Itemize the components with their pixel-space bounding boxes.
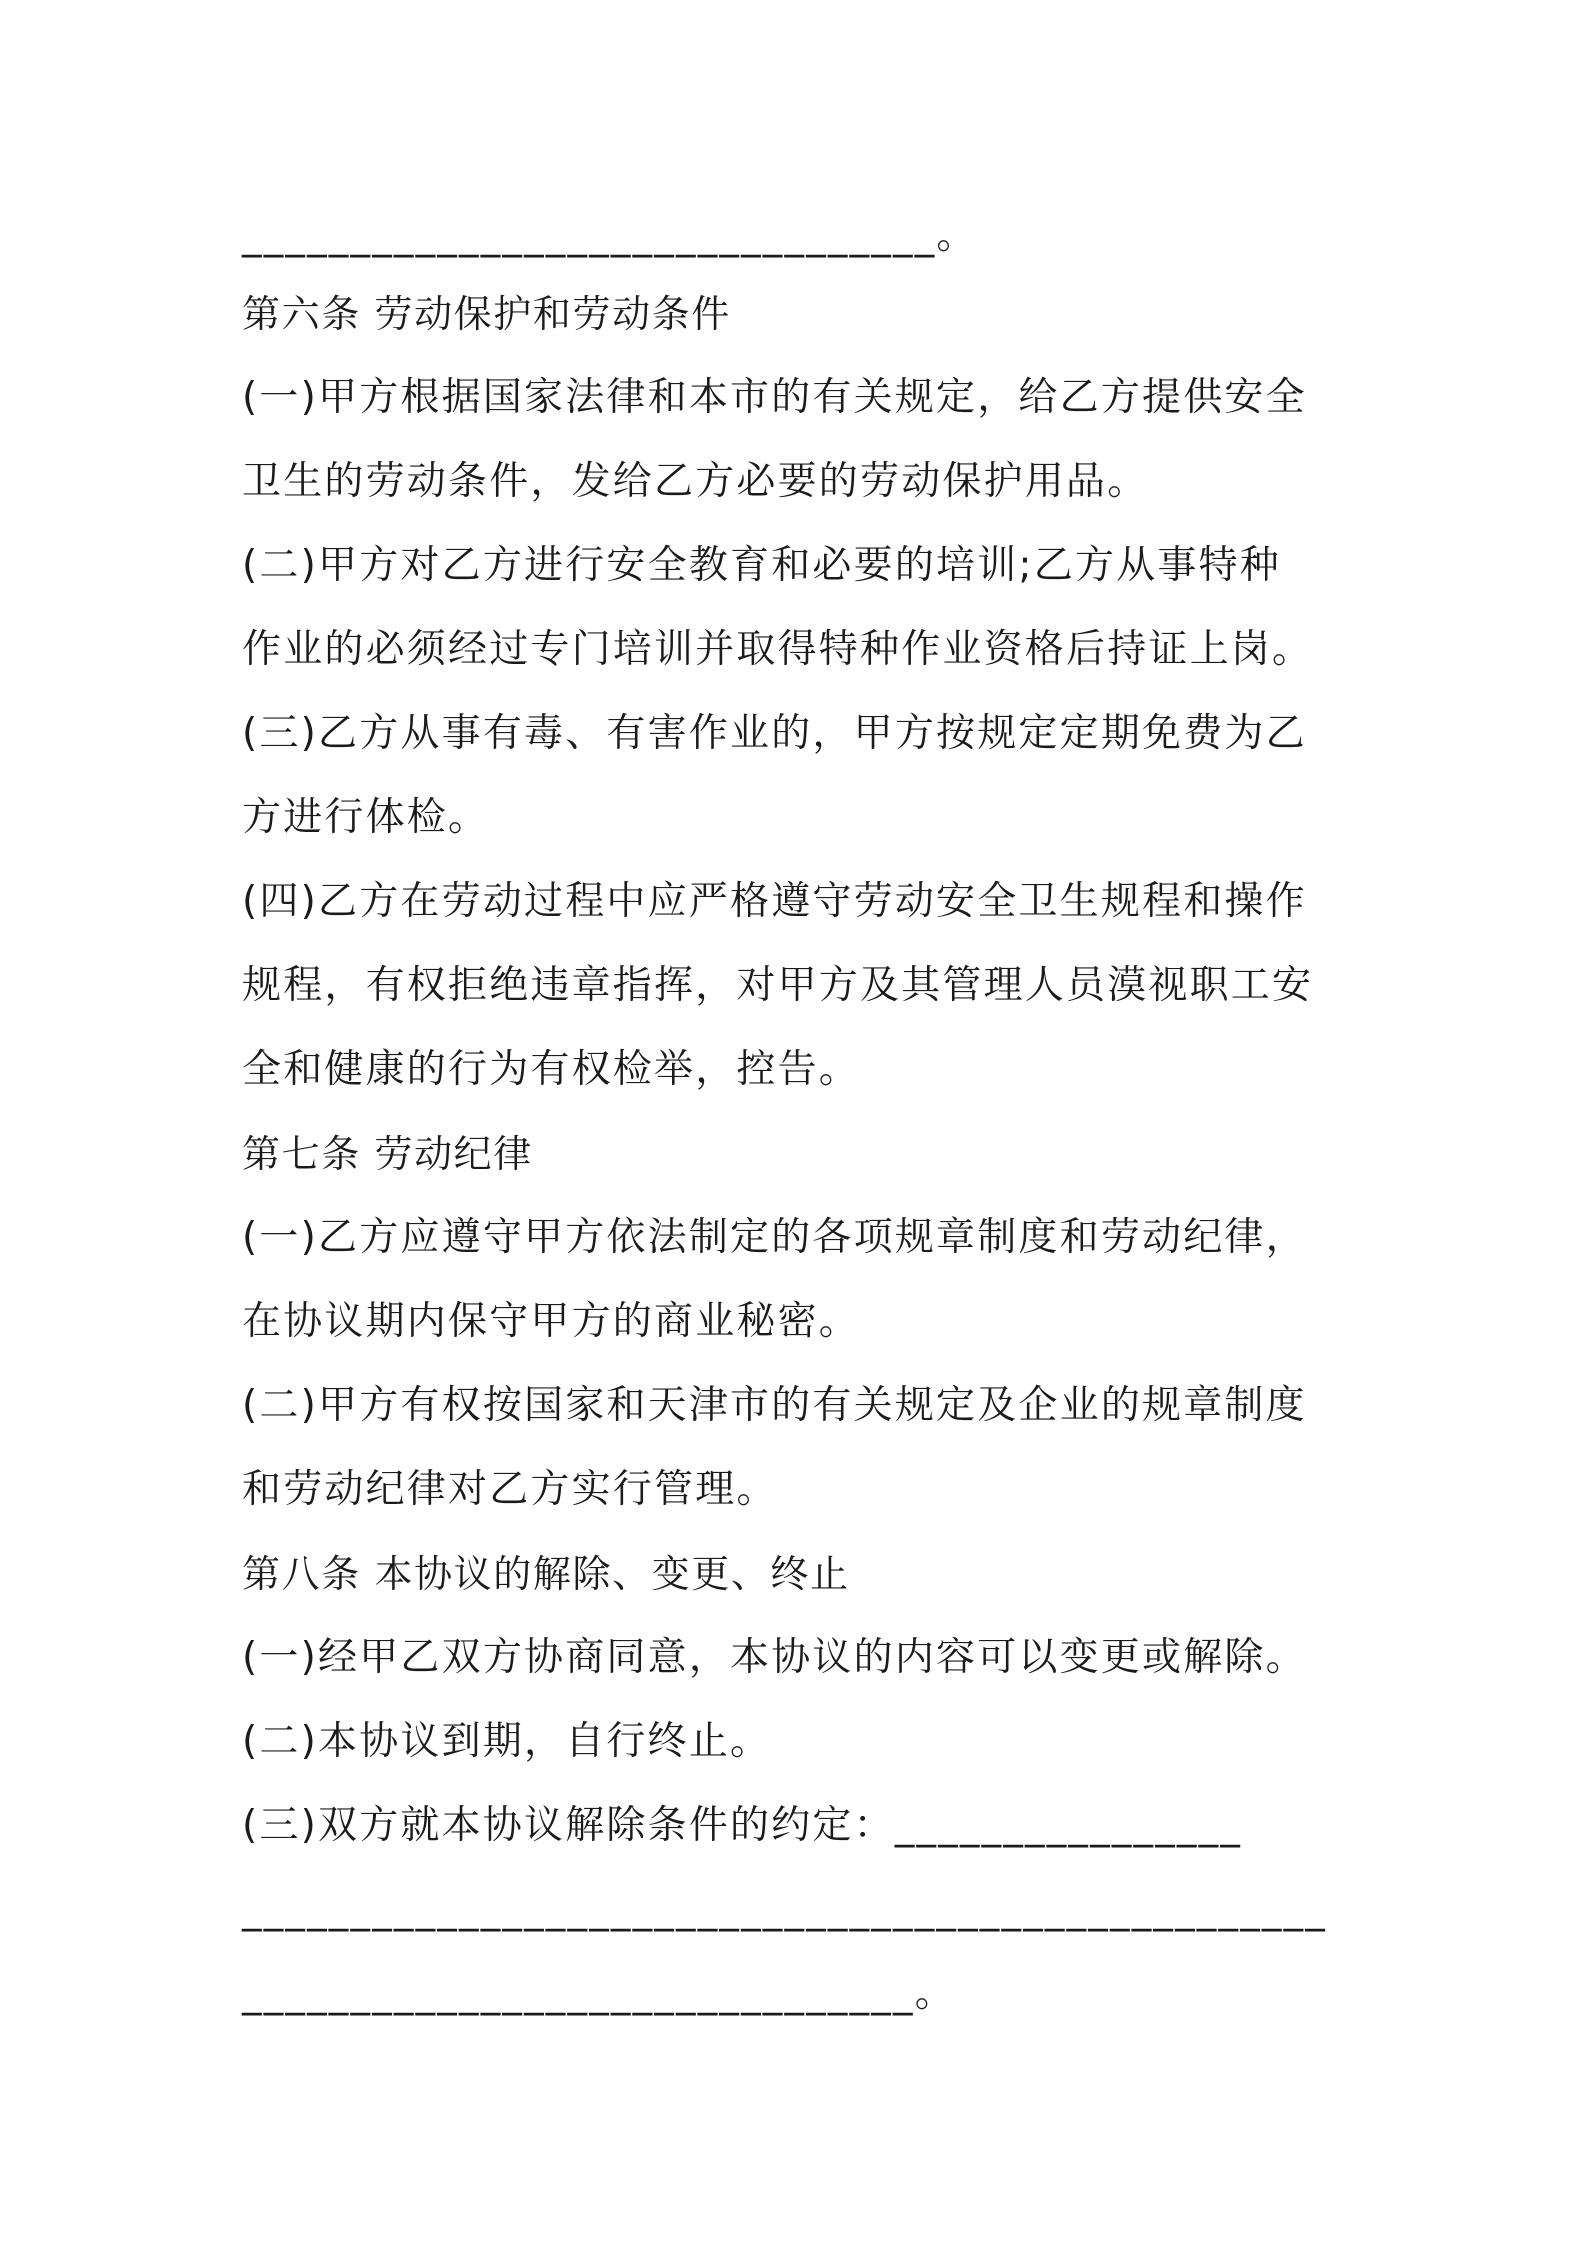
article-6-clause-1-line-1: (一)甲方根据国家法律和本市的有关规定，给乙方提供安全	[242, 375, 1307, 420]
article-6-clause-2-line-1: (二)甲方对乙方进行安全教育和必要的培训;乙方从事特种	[242, 543, 1281, 588]
article-7-clause-1-line-1: (一)乙方应遵守甲方依法制定的各项规章制度和劳动纪律，	[242, 1215, 1307, 1260]
article-7-clause-1-line-2: 在协议期内保守甲方的商业秘密。	[242, 1299, 861, 1344]
article-8-clause-3-line-1: (三)双方就本协议解除条件的约定：________________	[242, 1803, 1243, 1848]
article-6-clause-3-line-2: 方进行体检。	[242, 795, 490, 840]
article-7-heading: 第七条 劳动纪律	[242, 1132, 533, 1176]
article-6-clause-4-line-3: 全和健康的行为有权检举，控告。	[242, 1047, 861, 1092]
article-6-clause-3-line-1: (三)乙方从事有毒、有害作业的，甲方按规定定期免费为乙	[242, 711, 1307, 756]
article-8-clause-2: (二)本协议到期，自行终止。	[242, 1719, 772, 1764]
article-7-clause-2-line-1: (二)甲方有权按国家和天津市的有关规定及企业的规章制度	[242, 1383, 1307, 1428]
article-8-clause-3-line-end: _______________________________。	[242, 1971, 956, 2016]
article-8-heading: 第八条 本协议的解除、变更、终止	[242, 1552, 850, 1596]
article-7-clause-2-line-2: 和劳动纪律对乙方实行管理。	[242, 1467, 778, 1512]
article-8-clause-3-blank-line: __________________________________________________	[242, 1887, 1327, 1932]
article-6-clause-4-line-2: 规程，有权拒绝违章指挥，对甲方及其管理人员漠视职工安	[242, 963, 1314, 1008]
blank-fill-line: ________________________________。	[242, 213, 978, 258]
article-6-clause-2-line-2: 作业的必须经过专门培训并取得特种作业资格后持证上岗。	[242, 627, 1314, 672]
article-6-clause-4-line-1: (四)乙方在劳动过程中应严格遵守劳动安全卫生规程和操作	[242, 879, 1307, 924]
article-6-clause-1-line-2: 卫生的劳动条件，发给乙方必要的劳动保护用品。	[242, 459, 1149, 504]
article-6-heading: 第六条 劳动保护和劳动条件	[242, 292, 731, 336]
article-8-clause-1: (一)经甲乙双方协商同意，本协议的内容可以变更或解除。	[242, 1635, 1307, 1680]
